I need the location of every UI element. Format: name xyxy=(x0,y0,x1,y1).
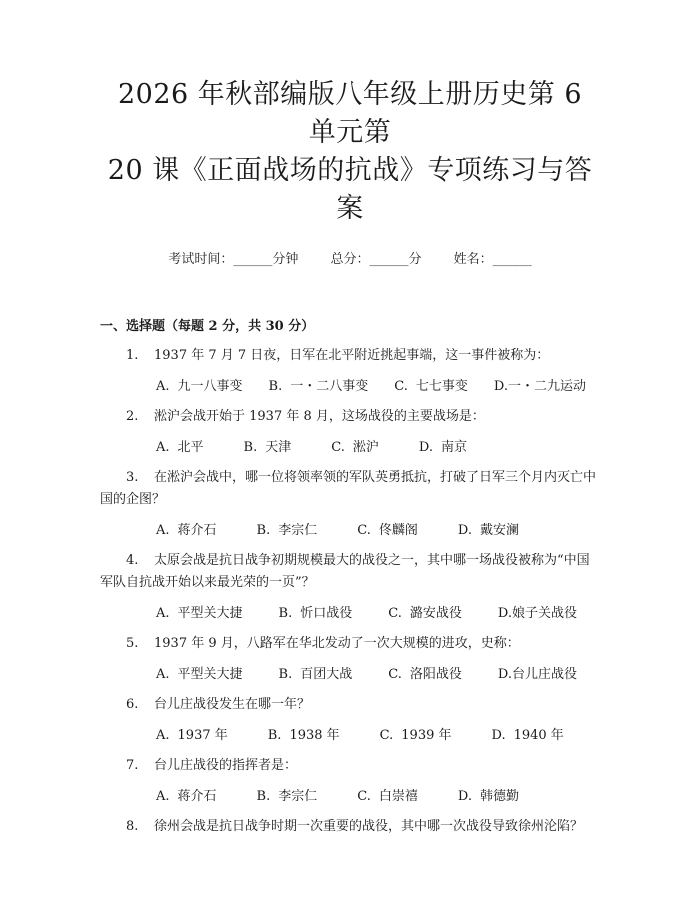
question-options xyxy=(100,786,600,808)
option-d: D.一・二九运动 xyxy=(493,379,586,394)
option-c: C. 白崇禧 xyxy=(357,789,418,804)
question-number: 7. xyxy=(126,758,139,773)
section-title-multiple-choice: 一、选择题（每题 2 分，共 30 分） xyxy=(100,319,315,334)
option-a: A. 1937 年 xyxy=(156,728,228,743)
option-b: B. 百团大战 xyxy=(278,667,353,682)
exam-info xyxy=(100,250,600,270)
total-score-field: 总分：______分 xyxy=(330,252,422,267)
question-number: 3. xyxy=(126,470,139,485)
option-a: A. 九一八事变 xyxy=(156,379,243,394)
question-options xyxy=(100,603,600,625)
question-number: 2. xyxy=(126,409,139,424)
question-options xyxy=(100,664,600,686)
option-b: B. 忻口战役 xyxy=(278,606,353,621)
question-3 xyxy=(100,467,600,542)
option-a: A. 蒋介石 xyxy=(156,789,217,804)
option-c: C. 潞安战役 xyxy=(388,606,462,621)
option-b: B. 李宗仁 xyxy=(256,789,318,804)
question-2 xyxy=(100,406,600,459)
option-b: B. 李宗仁 xyxy=(256,523,318,538)
question-1 xyxy=(100,345,600,398)
option-d: D. 韩德勤 xyxy=(457,789,519,804)
option-b: B. 天津 xyxy=(243,440,292,455)
question-5 xyxy=(100,633,600,686)
option-a: A. 北平 xyxy=(156,440,204,455)
option-b: B. 1938 年 xyxy=(267,728,340,743)
question-options xyxy=(100,376,600,398)
question-options xyxy=(100,520,600,542)
question-number: 1. xyxy=(126,348,139,363)
question-options xyxy=(100,725,600,747)
option-c: C. 淞沪 xyxy=(331,440,379,455)
question-number: 5. xyxy=(126,636,139,651)
question-text: 淞沪会战开始于 1937 年 8 月，这场战役的主要战场是： xyxy=(154,409,485,424)
question-number: 6. xyxy=(126,697,139,712)
question-number: 8. xyxy=(126,819,139,834)
option-c: C. 佟麟阁 xyxy=(357,523,418,538)
option-d: D.台儿庄战役 xyxy=(497,667,577,682)
option-a: A. 平型关大捷 xyxy=(156,606,243,621)
question-6 xyxy=(100,694,600,747)
option-c: C. 七七事变 xyxy=(394,379,468,394)
question-text: 在淞沪会战中，哪一位将领率领的军队英勇抵抗，打破了日军三个月内灭亡中国的企图？ xyxy=(100,470,597,507)
option-d: D. 1940 年 xyxy=(491,728,564,743)
question-text: 1937 年 7 月 7 日夜，日军在北平附近挑起事端，这一事件被称为： xyxy=(154,348,550,363)
option-d: D.娘子关战役 xyxy=(497,606,577,621)
question-text: 徐州会战是抗日战争时期一次重要的战役，其中哪一次战役导致徐州沦陷？ xyxy=(154,819,584,834)
title-line-2: 20 课《正面战场的抗战》专项练习与答案 xyxy=(107,155,593,224)
question-text: 1937 年 9 月，八路军在华北发动了一次大规模的进攻，史称： xyxy=(154,636,520,651)
title-line-1: 2026 年秋部编版八年级上册历史第 6 单元第 xyxy=(117,79,583,148)
option-b: B. 一・二八事变 xyxy=(268,379,369,394)
document-title xyxy=(100,0,600,228)
exam-time-field: 考试时间：______分钟 xyxy=(168,252,299,267)
option-c: C. 1939 年 xyxy=(379,728,452,743)
option-a: A. 蒋介石 xyxy=(156,523,217,538)
student-name-field: 姓名：______ xyxy=(453,252,532,267)
question-text: 太原会战是抗日战争初期规模最大的战役之一，其中哪一场战役被称为“中国军队自抗战开始以来最光荣的一页”？ xyxy=(100,553,590,590)
question-text: 台儿庄战役发生在哪一年？ xyxy=(154,697,311,712)
question-number: 4. xyxy=(126,553,139,568)
option-d: D. 南京 xyxy=(418,440,467,455)
question-4 xyxy=(100,550,600,625)
question-8 xyxy=(100,816,600,838)
option-d: D. 戴安澜 xyxy=(457,523,519,538)
option-a: A. 平型关大捷 xyxy=(156,667,243,682)
question-options xyxy=(100,437,600,459)
option-c: C. 洛阳战役 xyxy=(388,667,462,682)
question-7 xyxy=(100,755,600,808)
question-text: 台儿庄战役的指挥者是： xyxy=(154,758,298,773)
